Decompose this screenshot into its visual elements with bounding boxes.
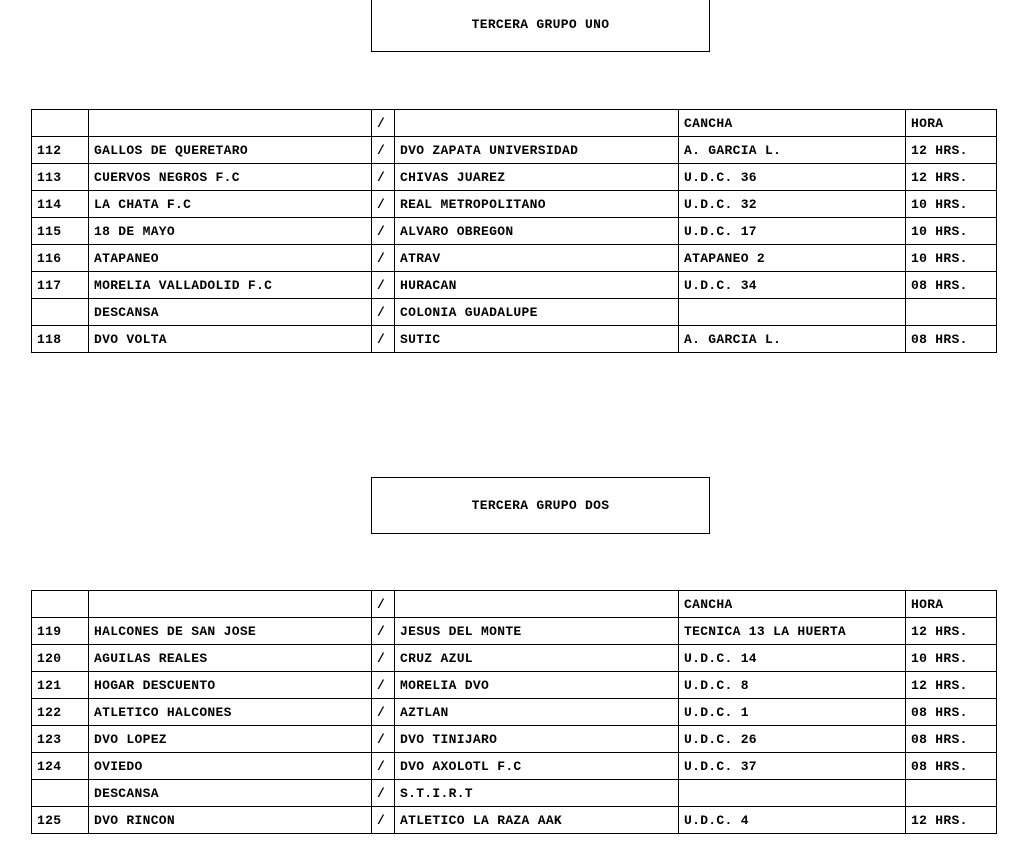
separator: / [372, 326, 395, 353]
group-title-dos [371, 477, 710, 534]
schedule-table-uno [31, 109, 997, 353]
hora: 10 HRS. [906, 245, 997, 272]
home-team: DVO LOPEZ [89, 726, 372, 753]
home-team: AGUILAS REALES [89, 645, 372, 672]
separator: / [372, 618, 395, 645]
separator: / [372, 645, 395, 672]
header-away [395, 591, 679, 618]
group-title-text: TERCERA GRUPO UNO [471, 17, 610, 32]
table-row [32, 326, 997, 353]
hora: 08 HRS. [906, 326, 997, 353]
cancha: U.D.C. 26 [679, 726, 906, 753]
separator: / [372, 726, 395, 753]
match-number: 116 [32, 245, 89, 272]
cancha: U.D.C. 37 [679, 753, 906, 780]
match-number [32, 780, 89, 807]
cancha: U.D.C. 36 [679, 164, 906, 191]
table-row [32, 272, 997, 299]
hora [906, 780, 997, 807]
home-team: GALLOS DE QUERETARO [89, 137, 372, 164]
separator: / [372, 699, 395, 726]
table-row [32, 780, 997, 807]
match-number: 117 [32, 272, 89, 299]
match-number [32, 299, 89, 326]
table-row [32, 299, 997, 326]
header-home [89, 591, 372, 618]
hora: 08 HRS. [906, 726, 997, 753]
cancha: U.D.C. 8 [679, 672, 906, 699]
away-team: DVO ZAPATA UNIVERSIDAD [395, 137, 679, 164]
away-team: ATRAV [395, 245, 679, 272]
hora: 10 HRS. [906, 645, 997, 672]
away-team: CHIVAS JUAREZ [395, 164, 679, 191]
table-row [32, 191, 997, 218]
home-team: DESCANSA [89, 299, 372, 326]
separator: / [372, 245, 395, 272]
home-team: LA CHATA F.C [89, 191, 372, 218]
match-number: 123 [32, 726, 89, 753]
separator: / [372, 807, 395, 834]
hora: 08 HRS. [906, 272, 997, 299]
home-team: HALCONES DE SAN JOSE [89, 618, 372, 645]
cancha: U.D.C. 32 [679, 191, 906, 218]
away-team: MORELIA DVO [395, 672, 679, 699]
header-cancha: CANCHA [679, 591, 906, 618]
hora [906, 299, 997, 326]
table-row [32, 645, 997, 672]
hora: 10 HRS. [906, 191, 997, 218]
match-number: 118 [32, 326, 89, 353]
away-team: CRUZ AZUL [395, 645, 679, 672]
hora: 12 HRS. [906, 164, 997, 191]
table-header-row [32, 110, 997, 137]
home-team: 18 DE MAYO [89, 218, 372, 245]
home-team: HOGAR DESCUENTO [89, 672, 372, 699]
away-team: DVO TINIJARO [395, 726, 679, 753]
match-number: 115 [32, 218, 89, 245]
hora: 10 HRS. [906, 218, 997, 245]
home-team: MORELIA VALLADOLID F.C [89, 272, 372, 299]
match-number: 113 [32, 164, 89, 191]
header-num [32, 591, 89, 618]
match-number: 122 [32, 699, 89, 726]
match-number: 114 [32, 191, 89, 218]
cancha: A. GARCIA L. [679, 326, 906, 353]
away-team: ALVARO OBREGON [395, 218, 679, 245]
table-row [32, 726, 997, 753]
table-row [32, 137, 997, 164]
hora: 08 HRS. [906, 753, 997, 780]
match-number: 112 [32, 137, 89, 164]
home-team: DVO VOLTA [89, 326, 372, 353]
separator: / [372, 164, 395, 191]
table-header-row [32, 591, 997, 618]
away-team: REAL METROPOLITANO [395, 191, 679, 218]
hora: 12 HRS. [906, 672, 997, 699]
away-team: DVO AXOLOTL F.C [395, 753, 679, 780]
cancha: ATAPANEO 2 [679, 245, 906, 272]
away-team: JESUS DEL MONTE [395, 618, 679, 645]
match-number: 124 [32, 753, 89, 780]
separator: / [372, 137, 395, 164]
table-row [32, 672, 997, 699]
cancha [679, 780, 906, 807]
schedule-table-dos [31, 590, 997, 834]
hora: 12 HRS. [906, 807, 997, 834]
away-team: ATLETICO LA RAZA AAK [395, 807, 679, 834]
away-team: AZTLAN [395, 699, 679, 726]
away-team: S.T.I.R.T [395, 780, 679, 807]
hora: 08 HRS. [906, 699, 997, 726]
cancha: TECNICA 13 LA HUERTA [679, 618, 906, 645]
cancha [679, 299, 906, 326]
match-number: 119 [32, 618, 89, 645]
hora: 12 HRS. [906, 137, 997, 164]
home-team: ATLETICO HALCONES [89, 699, 372, 726]
match-number: 120 [32, 645, 89, 672]
table-row [32, 245, 997, 272]
match-number: 125 [32, 807, 89, 834]
header-away [395, 110, 679, 137]
separator: / [372, 218, 395, 245]
separator: / [372, 191, 395, 218]
group-title-text: TERCERA GRUPO DOS [471, 498, 610, 513]
away-team: HURACAN [395, 272, 679, 299]
separator: / [372, 299, 395, 326]
match-number: 121 [32, 672, 89, 699]
group-title-uno [371, 0, 710, 52]
table-row [32, 164, 997, 191]
cancha: U.D.C. 1 [679, 699, 906, 726]
header-home [89, 110, 372, 137]
table-row [32, 753, 997, 780]
cancha: U.D.C. 17 [679, 218, 906, 245]
separator: / [372, 753, 395, 780]
header-cancha: CANCHA [679, 110, 906, 137]
home-team: ATAPANEO [89, 245, 372, 272]
cancha: U.D.C. 34 [679, 272, 906, 299]
home-team: CUERVOS NEGROS F.C [89, 164, 372, 191]
hora: 12 HRS. [906, 618, 997, 645]
separator: / [372, 672, 395, 699]
cancha: A. GARCIA L. [679, 137, 906, 164]
table-row [32, 218, 997, 245]
header-separator: / [372, 110, 395, 137]
cancha: U.D.C. 4 [679, 807, 906, 834]
header-num [32, 110, 89, 137]
home-team: DVO RINCON [89, 807, 372, 834]
table-row [32, 699, 997, 726]
away-team: SUTIC [395, 326, 679, 353]
header-hora: HORA [906, 110, 997, 137]
cancha: U.D.C. 14 [679, 645, 906, 672]
table-row [32, 618, 997, 645]
home-team: DESCANSA [89, 780, 372, 807]
separator: / [372, 272, 395, 299]
separator: / [372, 780, 395, 807]
home-team: OVIEDO [89, 753, 372, 780]
header-hora: HORA [906, 591, 997, 618]
header-separator: / [372, 591, 395, 618]
table-row [32, 807, 997, 834]
away-team: COLONIA GUADALUPE [395, 299, 679, 326]
